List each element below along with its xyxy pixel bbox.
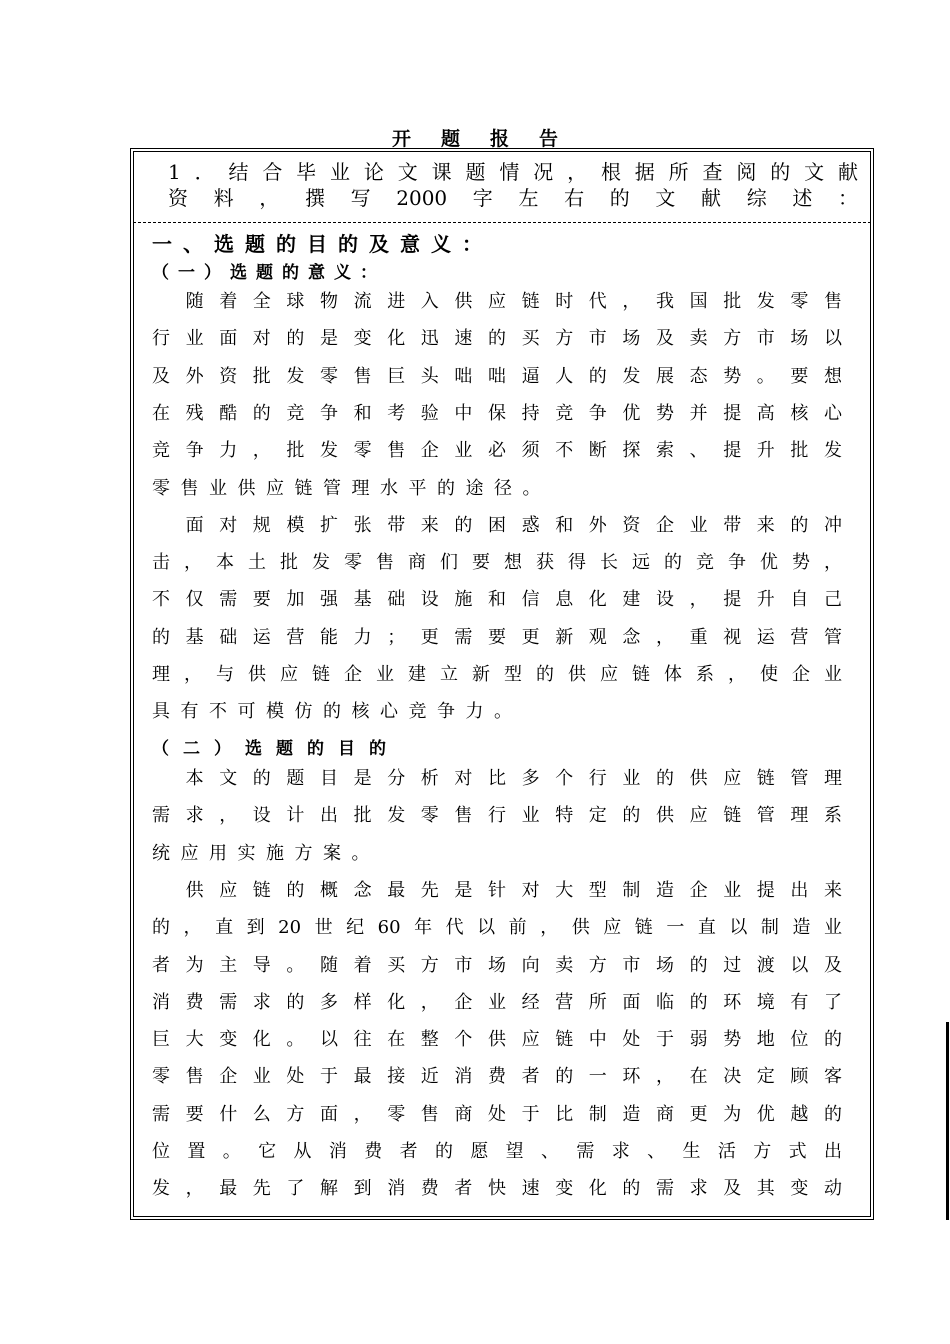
paragraph-line: 统应用实施方案。 <box>152 842 380 864</box>
paragraph-line: 发，最先了解到消费者快速变化的需求及其变动 <box>152 1178 842 1200</box>
paragraph-line: 面对规模扩张带来的困惑和外资企业带来的冲 <box>152 514 842 536</box>
paragraph-line: 消费需求的多样化，企业经营所面临的环境有了 <box>152 991 842 1013</box>
paragraph-line: 者为主导。随着买方市场向卖方市场的过渡以及 <box>152 954 842 976</box>
paragraph-line: 需求，设计出批发零售行业特定的供应链管理系 <box>152 805 842 827</box>
paragraph-line: 本文的题目是分析对比多个行业的供应链管理 <box>152 768 842 789</box>
paragraph-line: 零售业供应链管理水平的途径。 <box>152 477 551 499</box>
paragraph-line: 供应链的概念最先是针对大型制造企业提出来 <box>152 879 842 901</box>
paragraph-line: 的，直到20世纪60年代以前，供应链一直以制造业 <box>152 917 842 939</box>
page-title: 开题报告 <box>391 128 588 150</box>
dashed-divider <box>133 222 871 223</box>
page-edge-bar <box>946 1022 949 1220</box>
paragraph-line: 不仅需要加强基础设施和信息化建设，提升自己 <box>152 589 842 611</box>
paragraph-line: 击，本土批发零售商们要想获得长远的竞争优势， <box>152 552 842 574</box>
paragraph-line: 理，与供应链企业建立新型的供应链体系，使企业 <box>152 664 842 685</box>
subsection-heading-1: （一）选题的意义： <box>152 263 386 283</box>
paragraph-line: 竞争力，批发零售企业必须不断探索、提升批发 <box>152 440 842 462</box>
paragraph-line: 随着全球物流进入供应链时代，我国批发零售 <box>152 291 842 312</box>
paragraph-line: 行业面对的是变化迅速的买方市场及卖方市场以 <box>152 328 842 350</box>
paragraph-line: 位置。它从消费者的愿望、需求、生活方式出 <box>152 1141 842 1162</box>
paragraph-line: 在残酷的竞争和考验中保持竞争优势并提高核心 <box>152 402 842 424</box>
section-heading: 一、选题的目的及意义： <box>152 232 493 256</box>
paragraph-line: 巨大变化。以往在整个供应链中处于弱势地位的 <box>152 1029 842 1051</box>
paragraph-line: 零售企业处于最接近消费者的一环，在决定顾客 <box>152 1066 842 1088</box>
paragraph-line: 具有不可模仿的核心竞争力。 <box>152 701 523 723</box>
paragraph-line: 需要什么方面，零售商处于比制造商更为优越的 <box>152 1103 842 1125</box>
paragraph-line: 的基础运营能力；更需要更新观念，重视运营管 <box>152 626 842 648</box>
subsection-heading-2: （二）选题的目的 <box>152 739 400 759</box>
prompt-line-2: 资料，撰写2000字左右的文献综述： <box>168 186 858 210</box>
paragraph-line: 及外资批发零售巨头咄咄逼人的发展态势。要想 <box>152 365 842 387</box>
prompt-line-1: 1．结合毕业论文课题情况，根据所查阅的文献 <box>168 160 858 184</box>
